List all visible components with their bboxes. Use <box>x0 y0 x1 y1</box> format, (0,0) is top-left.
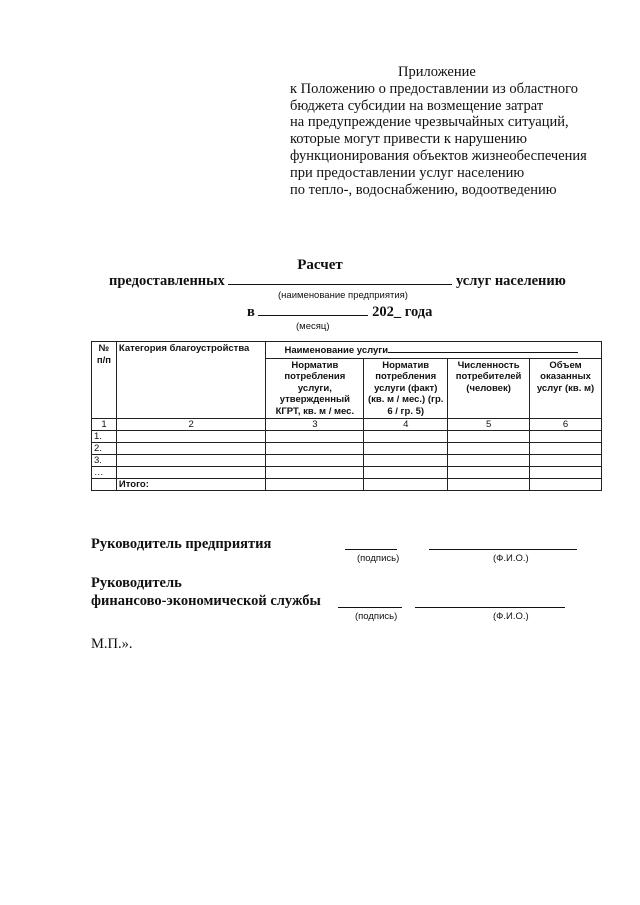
total-label: Итого: <box>116 479 266 491</box>
total-row <box>92 479 602 491</box>
header-service <box>266 342 602 359</box>
table-cell[interactable] <box>530 431 602 443</box>
enterprise-line <box>109 272 566 290</box>
enterprise-blank[interactable] <box>228 272 452 285</box>
stamp-label: М.П.». <box>91 636 133 652</box>
header-norm-approved: Норматив потребления услуги, утвержденный КГРТ, кв. м / мес. <box>266 358 364 419</box>
table-cell[interactable] <box>530 467 602 479</box>
name-caption: (Ф.И.О.) <box>493 611 529 622</box>
table-cell[interactable] <box>448 467 530 479</box>
row-number: 3. <box>92 455 117 467</box>
row-number: … <box>92 467 117 479</box>
table-row <box>92 467 602 479</box>
month-blank[interactable] <box>258 303 368 316</box>
table-cell[interactable] <box>116 431 266 443</box>
document-title: Расчет <box>297 257 343 273</box>
column-number: 5 <box>448 419 530 431</box>
table-cell[interactable] <box>448 479 530 491</box>
table-cell[interactable] <box>364 455 448 467</box>
head-sign-line[interactable] <box>345 549 397 550</box>
enterprise-caption: (наименование предприятия) <box>278 290 408 301</box>
service-blank[interactable] <box>388 343 578 353</box>
table-cell[interactable] <box>364 443 448 455</box>
table-cell[interactable] <box>364 479 448 491</box>
column-number: 6 <box>530 419 602 431</box>
header-volume: Объем оказанных услуг (кв. м) <box>530 358 602 419</box>
table-row <box>92 431 602 443</box>
table-cell[interactable] <box>364 431 448 443</box>
table-cell[interactable] <box>448 431 530 443</box>
appendix-line: на предупреждение чрезвычайных ситуаций, <box>290 114 569 131</box>
column-number: 3 <box>266 419 364 431</box>
sign-caption: (подпись) <box>355 611 398 622</box>
head-name-line[interactable] <box>429 549 577 550</box>
column-number: 1 <box>92 419 117 431</box>
column-number: 4 <box>364 419 448 431</box>
appendix-line: к Положению о предоставлении из областного <box>290 80 578 97</box>
table-cell[interactable] <box>530 455 602 467</box>
name-caption: (Ф.И.О.) <box>493 553 529 564</box>
row-number: 1. <box>92 431 117 443</box>
appendix-title: Приложение <box>398 64 476 80</box>
head-signature-label: Руководитель предприятия <box>91 536 272 552</box>
table-row <box>92 455 602 467</box>
table-cell[interactable] <box>364 467 448 479</box>
table-cell[interactable] <box>266 467 364 479</box>
table-cell[interactable] <box>116 443 266 455</box>
calculation-table <box>91 341 602 491</box>
row-number: 2. <box>92 443 117 455</box>
header-norm-fact: Норматив потребления услуги (факт) (кв. м / мес.) (гр. 6 / гр. 5) <box>364 358 448 419</box>
appendix-line: которые могут привести к нарушению <box>290 131 528 148</box>
header-consumers: Численность потребителей (человек) <box>448 358 530 419</box>
finance-label-2: финансово-экономической службы <box>91 593 321 609</box>
table-cell[interactable] <box>266 431 364 443</box>
month-line <box>247 303 432 321</box>
table-cell[interactable] <box>266 479 364 491</box>
year-label: 202_ года <box>372 304 433 320</box>
header-no: № п/п <box>92 342 117 419</box>
table-cell[interactable] <box>530 479 602 491</box>
in-label: в <box>247 304 255 320</box>
table-cell[interactable] <box>116 467 266 479</box>
month-caption: (месяц) <box>296 321 330 332</box>
sign-caption: (подпись) <box>357 553 400 564</box>
appendix-block <box>290 64 620 198</box>
table-row <box>92 443 602 455</box>
table-cell[interactable] <box>266 455 364 467</box>
table-cell[interactable] <box>116 455 266 467</box>
appendix-line: по тепло-, водоснабжению, водоотведению <box>290 181 557 198</box>
appendix-line: бюджета субсидии на возмещение затрат <box>290 97 544 114</box>
table-cell <box>92 479 117 491</box>
header-category: Категория благоустройства <box>116 342 266 419</box>
appendix-line: при предоставлении услуг населению <box>290 164 525 181</box>
provided-label: предоставленных <box>109 273 225 289</box>
services-label: услуг населению <box>455 273 566 289</box>
table-cell[interactable] <box>530 443 602 455</box>
appendix-line: функционирования объектов жизнеобеспечения <box>290 147 587 164</box>
table-cell[interactable] <box>448 443 530 455</box>
service-label: Наименование услуги <box>284 345 389 356</box>
table-cell[interactable] <box>448 455 530 467</box>
table-cell[interactable] <box>266 443 364 455</box>
column-number: 2 <box>116 419 266 431</box>
finance-sign-line[interactable] <box>338 607 402 608</box>
finance-name-line[interactable] <box>415 607 565 608</box>
finance-label-1: Руководитель <box>91 575 182 591</box>
